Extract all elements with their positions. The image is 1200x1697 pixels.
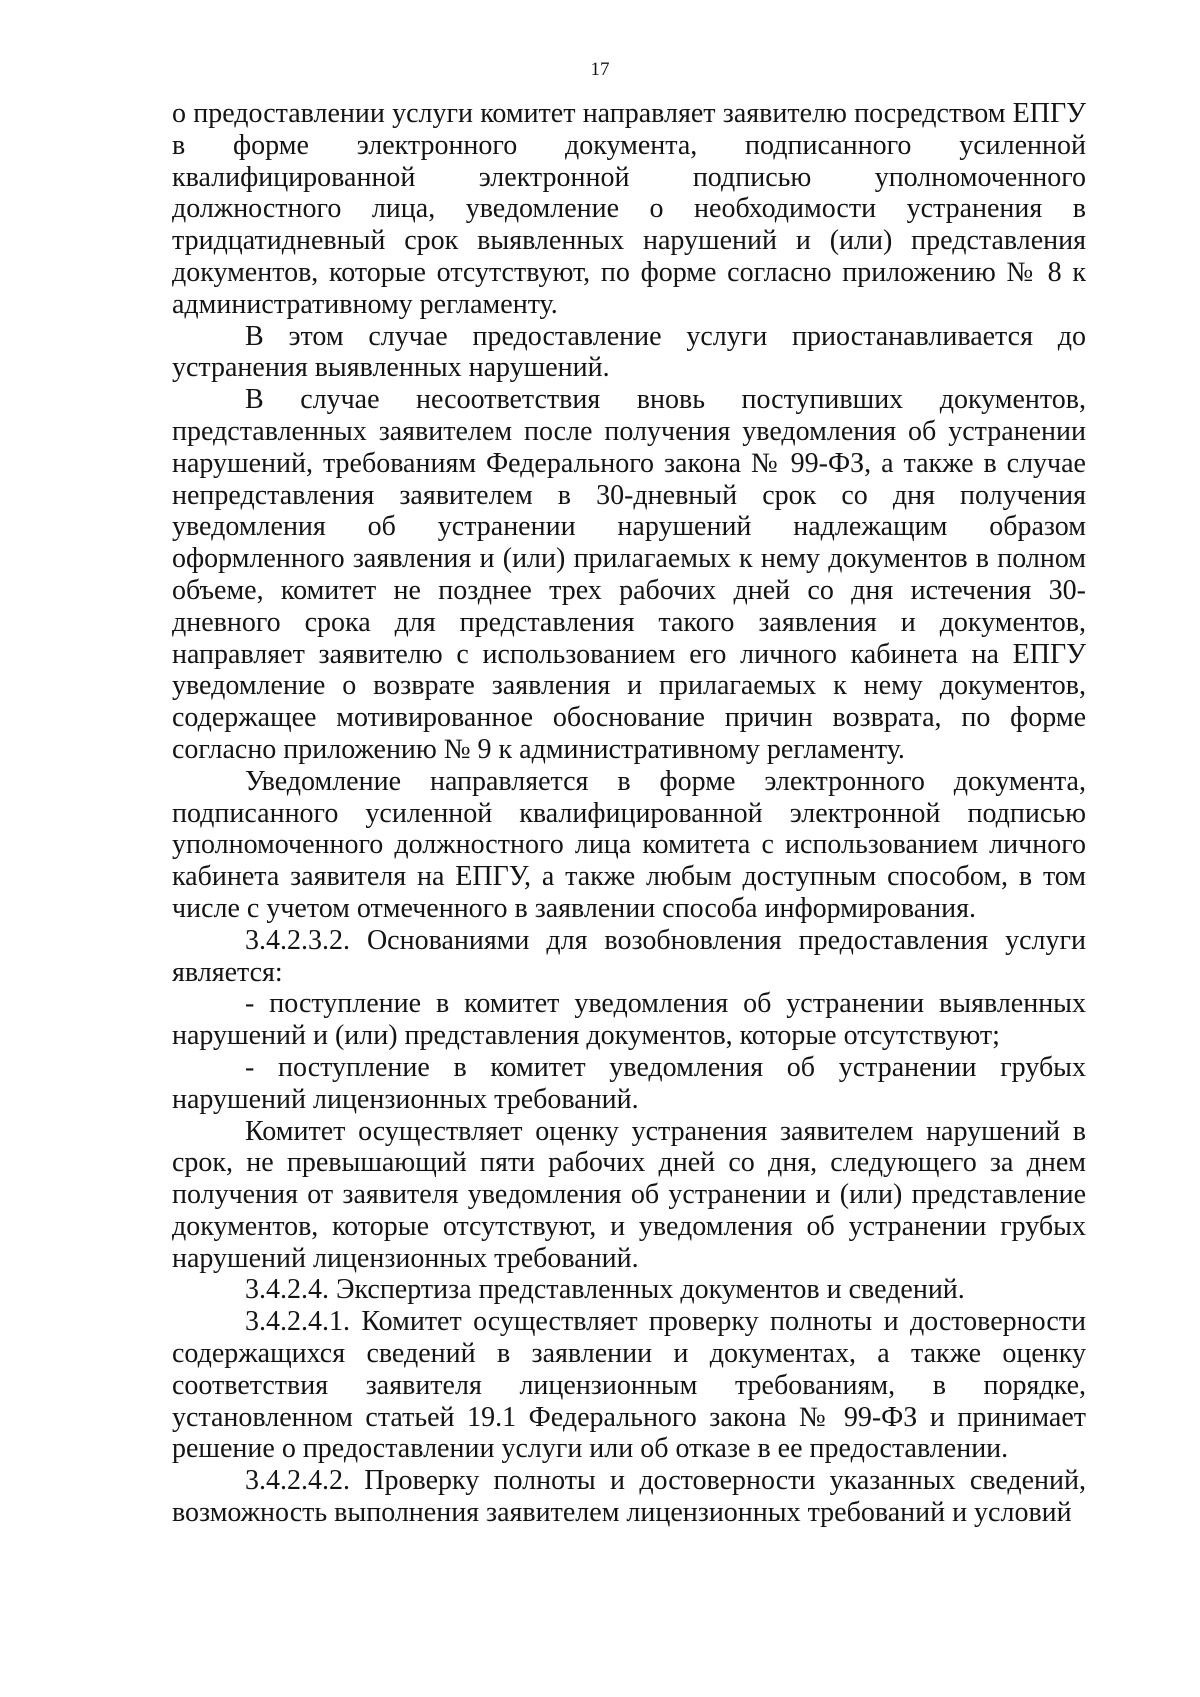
paragraph-verification: 3.4.2.4.1. Комитет осуществляет проверку полноты и достоверности содержащихся сведений в заявлении и документах, а также оценку соответствия заявителя лицензионным требованиям, в порядке, установленном статьей 19.1 Федерального закона № 99-ФЗ и принимает решение о предоставлении услуги или об отказе в ее предоставлении. [172, 1306, 1086, 1465]
paragraph-expertise-heading: 3.4.2.4. Экспертиза представленных документов и сведений. [245, 1274, 965, 1306]
page-number: 17 [590, 59, 610, 80]
paragraph-verification-scope: 3.4.2.4.2. Проверку полноты и достоверности указанных сведений, возможность выполнения заявителем лицензионных требований и условий [172, 1465, 1086, 1529]
paragraph-noncompliance: В случае несоответствия вновь поступивших документов, представленных заявителем после получения уведомления об устранении нарушений, требованиям Федерального закона № 99-ФЗ, а также в случае непредставления заявителем в 30-дневный срок со дня получения уведомления об устранении нарушений надлежащим образом оформленного заявления и (или) прилагаемых к нему документов в полном объеме, комитет не позднее трех рабочих дней со дня истечения 30-дневного срока для представления такого заявления и документов, направляет заявителю с использованием его личного кабинета на ЕПГУ уведомление о возврате заявления и прилагаемых к нему документов, содержащее мотивированное обоснование причин возврата, по форме согласно приложению № 9 к административному регламенту. [172, 384, 1086, 765]
document-body [172, 98, 1086, 1529]
paragraph-notification: Уведомление направляется в форме электронного документа, подписанного усиленной квалифицированной электронной подписью уполномоченного должностного лица комитета с использованием личного кабинета заявителя на ЕПГУ, а также любым доступным способом, в том числе с учетом отмеченного в заявлении способа информирования. [172, 765, 1086, 924]
paragraph-list-item-2: - поступление в комитет уведомления об устранении грубых нарушений лицензионных требований. [172, 1051, 1086, 1115]
paragraph-list-item-1: - поступление в комитет уведомления об устранении выявленных нарушений и (или) представления документов, которые отсутствуют; [172, 988, 1086, 1052]
paragraph-resumption-grounds: 3.4.2.3.2. Основаниями для возобновления предоставления услуги является: [172, 924, 1086, 988]
paragraph-continuation: о предоставлении услуги комитет направляет заявителю посредством ЕПГУ в форме электронного документа, подписанного усиленной квалифицированной электронной подписью уполномоченного должностного лица, уведомление о необходимости устранения в тридцатидневный срок выявленных нарушений и (или) представления документов, которые отсутствуют, по форме согласно приложению № 8 к административному регламенту. [172, 98, 1086, 320]
paragraph-suspension: В этом случае предоставление услуги приостанавливается до устранения выявленных нарушений. [172, 320, 1086, 384]
paragraph-assessment: Комитет осуществляет оценку устранения заявителем нарушений в срок, не превышающий пяти рабочих дней со дня, следующего за днем получения от заявителя уведомления об устранении и (или) представление документов, которые отсутствуют, и уведомления об устранении грубых нарушений лицензионных требований. [172, 1115, 1086, 1274]
